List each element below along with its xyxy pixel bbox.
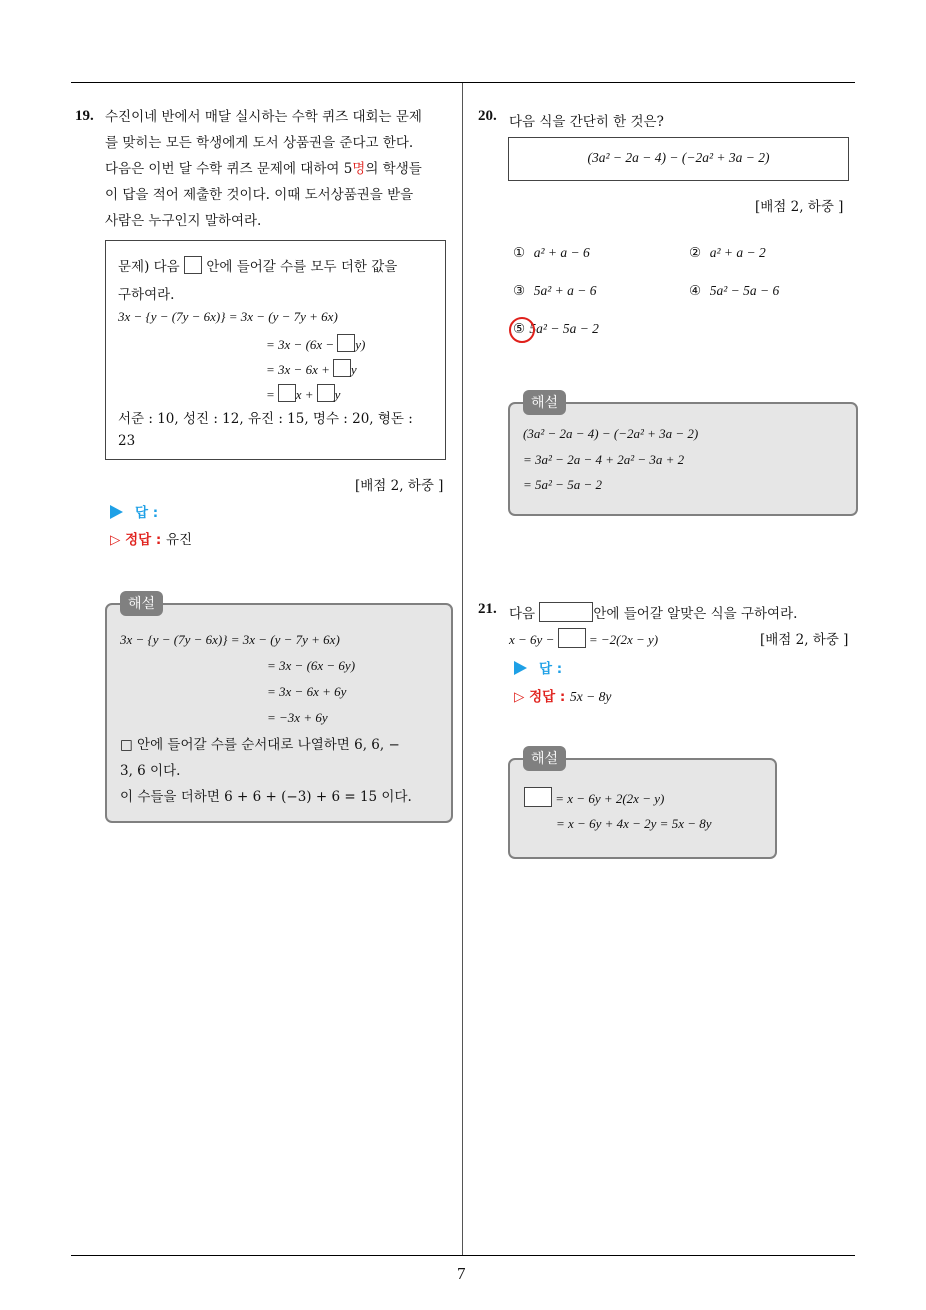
q20-expression: (3a² − 2a − 4) − (−2a² + 3a − 2) — [587, 150, 770, 165]
q20-solution-box — [508, 402, 858, 516]
q20-choice-3-text: 5a² + a − 6 — [533, 283, 597, 298]
q21-correct-row — [514, 685, 611, 705]
q19-eq3b: y — [350, 362, 357, 377]
q20-choice-4[interactable] — [689, 283, 779, 299]
q20-choice-2[interactable] — [689, 245, 766, 261]
q19-students-2: 23 — [118, 433, 136, 449]
q21-score: [배점 2, 하중 ] — [760, 632, 849, 648]
q19-eq4-blank2 — [317, 384, 335, 402]
q19-line-1: 수진이네 반에서 매달 실시하는 수학 퀴즈 대회는 문제 — [105, 109, 422, 125]
q19-eq2b: y) — [355, 337, 366, 352]
q19-line-3a: 다음은 이번 달 수학 퀴즈 문제에 대하여 5 — [105, 161, 353, 177]
q20-solution-tag: 해설 — [523, 390, 566, 415]
triangle-outline-icon: ▷ — [110, 532, 121, 548]
q19-problem-box — [105, 240, 446, 460]
q20-question: 다음 식을 간단히 한 것은? — [509, 114, 664, 130]
q21-question-a: 다음 — [509, 606, 536, 622]
q21-sol-l1-text: = x − 6y + 2(2x − y) — [555, 791, 665, 806]
q19-prompt-blank — [184, 256, 202, 274]
q19-eq2 — [266, 334, 365, 353]
q19-correct-value: 유진 — [165, 532, 193, 548]
q19-eq2-blank — [337, 334, 355, 352]
q21-number: 21. — [478, 601, 497, 617]
q19-sol-l5: □ 안에 들어갈 수를 순서대로 나열하면 6, 6, − — [120, 737, 400, 753]
q20-choice-5-text: 5a² − 5a − 2 — [529, 321, 599, 336]
q21-sol-blank — [524, 787, 552, 807]
q20-choice-2-mark: ② — [689, 245, 702, 261]
q20-number: 20. — [478, 108, 497, 124]
q21-eq-blank — [558, 628, 586, 648]
q19-sol-l6: 3, 6 이다. — [120, 763, 181, 779]
q19-students-1: 서준 : 10, 성진 : 12, 유진 : 15, 명수 : 20, 형돈 : — [118, 411, 413, 427]
q19-eq4-blank1 — [278, 384, 296, 402]
q19-sol-l3: = 3x − 6x + 6y — [267, 684, 347, 699]
q19-number: 19. — [75, 108, 94, 124]
page-number: 7 — [457, 1264, 466, 1283]
q20-expression-box — [508, 137, 849, 181]
q21-equation — [509, 628, 658, 648]
q19-eq4b: x + — [295, 387, 314, 402]
play-icon — [514, 661, 527, 675]
q21-question-b: 안에 들어갈 알맞은 식을 구하여라. — [593, 606, 798, 622]
q19-prompt-a: 문제) 다음 — [118, 259, 180, 275]
q20-choice-1-text: a² + a − 6 — [533, 245, 590, 260]
q21-answer-label: 답 : — [539, 661, 563, 677]
q19-prompt-b: 안에 들어갈 수를 모두 더한 값을 — [206, 259, 398, 275]
q20-sol-l3: = 5a² − 5a − 2 — [523, 477, 602, 492]
q20-sol-l1: (3a² − 2a − 4) − (−2a² + 3a − 2) — [523, 426, 699, 441]
q19-question — [105, 104, 457, 234]
q19-line-4: 이 답을 적어 제출한 것이다. 이때 도서상품권을 받을 — [105, 187, 414, 203]
q21-eq-b: = −2(2x − y) — [588, 632, 659, 647]
q19-eq4c: y — [334, 387, 341, 402]
q19-correct-row — [110, 528, 192, 548]
q20-choice-1[interactable] — [513, 245, 590, 261]
q19-eq1: 3x − {y − (7y − 6x)} = 3x − (y − 7y + 6x) — [118, 309, 338, 324]
q21-solution-box — [508, 758, 777, 859]
q21-question — [509, 602, 797, 622]
q19-eq2a: = 3x − (6x − — [266, 337, 335, 352]
q19-highlight: 명 — [352, 161, 366, 177]
q20-choice-2-text: a² + a − 2 — [709, 245, 766, 260]
q19-eq3 — [266, 359, 357, 378]
q21-question-blank — [539, 602, 593, 622]
q20-choice-3-mark: ③ — [513, 283, 526, 299]
q20-choice-4-mark: ④ — [689, 283, 702, 299]
triangle-outline-icon: ▷ — [514, 689, 525, 705]
q19-sol-l7: 이 수들을 더하면 6 + 6 + (−3) + 6 = 15 이다. — [120, 789, 412, 805]
q21-sol-l2: = x − 6y + 4x − 2y = 5x − 8y — [556, 816, 712, 831]
q19-answer-row — [110, 501, 158, 521]
q19-prompt-c: 구하여라. — [118, 287, 175, 303]
column-divider — [462, 83, 463, 1256]
q21-eq-a: x − 6y − — [509, 632, 555, 647]
q20-choice-5-mark: ⑤ — [513, 321, 526, 337]
q20-score: [배점 2, 하중 ] — [755, 199, 844, 215]
q21-sol-l1 — [524, 787, 664, 807]
q19-sol-l1: 3x − {y − (7y − 6x)} = 3x − (y − 7y + 6x) — [120, 632, 340, 647]
q19-eq4 — [266, 384, 340, 403]
q19-eq3-blank — [333, 359, 351, 377]
q21-solution-tag: 해설 — [523, 746, 566, 771]
q19-line-3 — [105, 156, 457, 182]
play-icon — [110, 505, 123, 519]
q20-choice-1-mark: ① — [513, 245, 526, 261]
q19-prompt-line — [118, 255, 397, 275]
q20-choice-4-text: 5a² − 5a − 6 — [709, 283, 780, 298]
q19-solution-tag: 해설 — [120, 591, 163, 616]
q19-answer-label: 답 : — [135, 505, 159, 521]
q20-choice-3[interactable] — [513, 283, 596, 299]
q19-solution-box — [105, 603, 453, 823]
q21-correct-label: 정답 : — [529, 689, 566, 705]
selected-answer-circle-icon — [509, 317, 535, 343]
bottom-rule — [71, 1255, 855, 1256]
q19-eq4a: = — [266, 387, 275, 402]
q20-sol-l2: = 3a² − 2a − 4 + 2a² − 3a + 2 — [523, 452, 685, 467]
q19-line-3b: 의 학생들 — [365, 161, 422, 177]
q21-correct-value: 5x − 8y — [569, 689, 612, 704]
q21-answer-row — [514, 657, 562, 677]
q19-sol-l4: = −3x + 6y — [267, 710, 328, 725]
q19-line-5: 사람은 누구인지 말하여라. — [105, 213, 262, 229]
q19-score: [배점 2, 하중 ] — [355, 478, 444, 494]
top-rule — [71, 82, 855, 83]
q19-sol-l2: = 3x − (6x − 6y) — [267, 658, 356, 673]
q19-correct-label: 정답 : — [125, 532, 162, 548]
q19-eq3a: = 3x − 6x + — [266, 362, 330, 377]
q19-line-2: 를 맞히는 모든 학생에게 도서 상품권을 준다고 한다. — [105, 135, 414, 151]
